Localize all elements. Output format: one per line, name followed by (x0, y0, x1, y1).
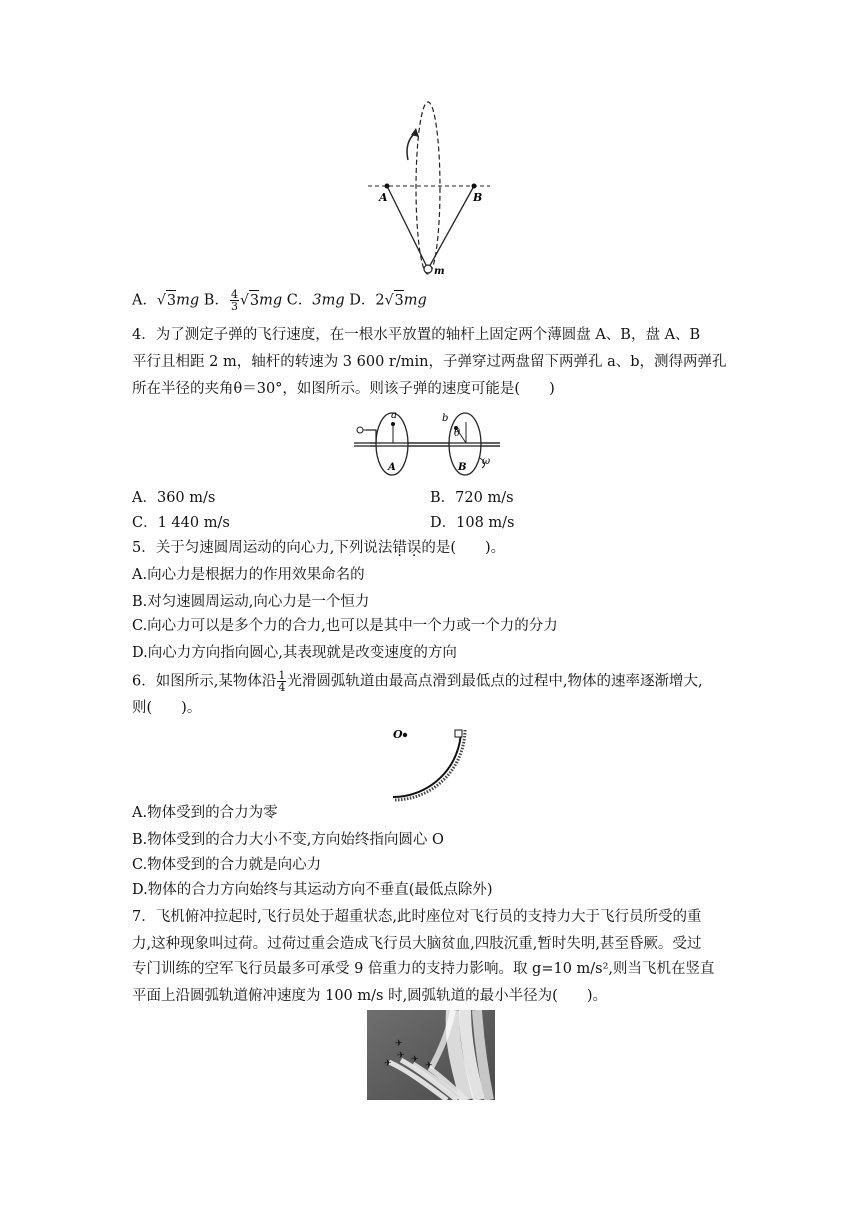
q4-option-d: D．108 m/s (430, 515, 515, 531)
q4-option-a: A．360 m/s (132, 490, 216, 506)
q3-option-d-radicand: 3 (394, 290, 404, 311)
q5-option-d: D.向心力方向指向圆心,其表现就是改变速度的方向 (132, 645, 457, 661)
q4-label-theta: θ (454, 428, 461, 439)
q5-option-a: A.向心力是根据力的作用效果命名的 (132, 567, 365, 583)
q3-option-b-suffix: mg (259, 292, 283, 309)
q4-label-omega: ω (482, 456, 491, 467)
q6-stem-line-1: 6．如图所示,某物体沿 $\frac{1}{4}$ 光滑圆弧轨道由最高点滑到最低点的过程中,物体的速率逐渐增大, (132, 669, 703, 694)
q4-stem-line-1: 4．为了测定子弹的飞行速度，在一根水平放置的轴杆上固定两个薄圆盘 A、B，盘 A、B (132, 327, 701, 343)
q4-option-b: B．720 m/s (430, 490, 514, 506)
q3-option-c-prefix: C． (286, 292, 313, 309)
svg-text:✈: ✈ (395, 1039, 403, 1049)
q4-label-disc-b: B (458, 462, 467, 473)
q3-option-a-suffix: mg (176, 292, 200, 309)
q3-option-b-prefix: B． (203, 292, 229, 309)
q7-stem-line-1: 7．飞机俯冲拉起时,飞行员处于超重状态,此时座位对飞行员的支持力大于飞行员所受的重 (132, 909, 702, 925)
q6-stem-line-2: 则( )。 (132, 700, 202, 716)
q6-label-o: O (393, 728, 403, 741)
svg-text:✈: ✈ (397, 1051, 405, 1061)
q7-stem-line-4: 平面上沿圆弧轨道俯冲速度为 100 m/s 时,圆弧轨道的最小半径为( )。 (132, 988, 607, 1004)
q3-label-a: A (379, 191, 388, 204)
q6-option-c: C.物体受到的合力就是向心力 (132, 857, 322, 873)
q3-option-b-radicand: 3 (249, 290, 259, 311)
q3-option-a-radicand: 3 (166, 290, 176, 311)
q3-option-c-text: 3mg (312, 292, 345, 309)
q4-discs-figure (350, 408, 505, 480)
q5-option-b: B.对匀速圆周运动,向心力是一个恒力 (132, 594, 370, 610)
q3-option-d-suffix: mg (403, 292, 427, 309)
q4-stem-line-2: 平行且相距 2 m，轴杆的转速为 3 600 r/min，子弹穿过两盘留下两弹孔 a、b，测得两弹孔 (132, 354, 727, 370)
q6-option-d: D.物体的合力方向始终与其运动方向不垂直(最低点除外) (132, 882, 493, 898)
q3-option-d-coef: 2 (375, 292, 385, 309)
q4-label-a-hole: a (391, 410, 397, 421)
q3-option-a-prefix: A． (132, 292, 157, 309)
q6-quarter-fraction: $\frac{1}{4}$ (278, 669, 286, 694)
svg-text:✈: ✈ (425, 1061, 433, 1071)
q5-option-c: C.向心力可以是多个力的合力,也可以是其中一个力或一个力的分力 (132, 618, 558, 634)
svg-text:✈: ✈ (411, 1055, 419, 1065)
q4-label-disc-a: A (388, 462, 396, 473)
q4-stem-line-3: 所在半径的夹角θ＝30°，如图所示。则该子弹的速度可能是( ) (132, 381, 555, 397)
q3-label-b: B (473, 191, 483, 204)
q6-arc-track-figure (385, 722, 475, 802)
svg-text:✈: ✈ (384, 1059, 392, 1069)
q3-pendulum-figure (360, 100, 500, 278)
q5-stem: 5．关于匀速圆周运动的向心力,下列说法错误的是( )。 (132, 540, 506, 556)
q7-stem-line-3: 专门训练的空军飞行员最多可承受 9 倍重力的支持力影响。取 g=10 m/s²,则当飞机在竖直 (132, 961, 715, 977)
q7-stem-line-2: 力,这种现象叫过荷。过荷过重会造成飞行员大脑贫血,四肢沉重,暂时失明,甚至昏厥。受过 (132, 936, 702, 952)
q6-option-b: B.物体受到的合力大小不变,方向始终指向圆心 O (132, 832, 444, 848)
q3-option-d-prefix: D． (349, 292, 376, 309)
q6-option-a: A.物体受到的合力为零 (132, 805, 278, 821)
q4-option-c: C．1 440 m/s (132, 515, 230, 531)
q3-label-m: m (434, 266, 445, 277)
q3-options: A．√3mg B． $\frac{4}{3}$ √3mg C．3mg D．2√3mg (132, 288, 427, 313)
q4-label-b-hole: b (442, 413, 449, 424)
q3-option-b-fraction: $\frac{4}{3}$ (230, 288, 238, 313)
q7-jets-photo (367, 1010, 495, 1100)
